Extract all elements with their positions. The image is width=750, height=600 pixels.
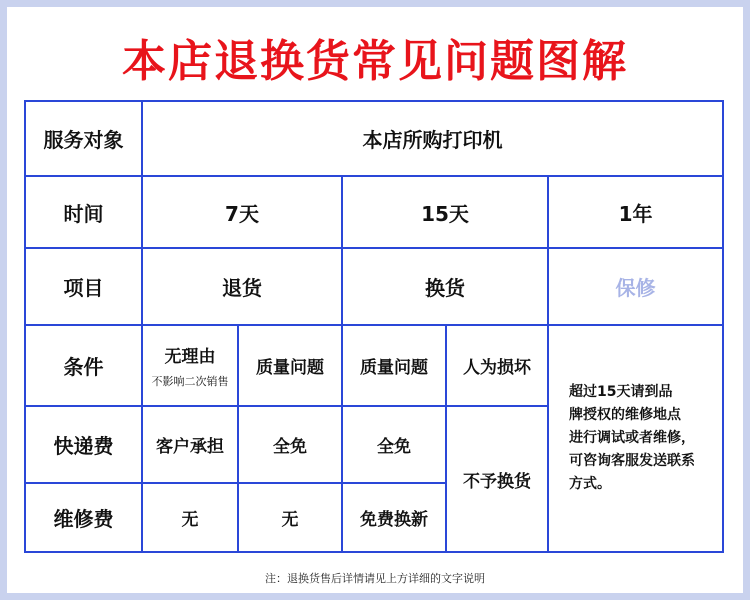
condition-no-reason-note: 不影响二次销售 — [151, 375, 229, 388]
repair-quality-return: 无 — [238, 483, 342, 552]
table-row-time — [25, 176, 723, 248]
row-label-item: 项目 — [25, 248, 142, 325]
row-label-time: 时间 — [25, 176, 142, 248]
item-exchange: 换货 — [342, 248, 548, 325]
time-return: 7天 — [142, 176, 342, 248]
table-row-item — [25, 248, 723, 325]
condition-quality-return: 质量问题 — [238, 325, 342, 406]
no-exchange-cell: 不予换货 — [446, 406, 548, 552]
service-target-value: 本店所购打印机 — [142, 101, 723, 176]
table-row-condition — [25, 325, 723, 406]
repair-quality-exchange: 免费换新 — [342, 483, 446, 552]
footnote: 注：退换货售后详情请见上方详细的文字说明 — [265, 572, 485, 585]
time-warranty: 1年 — [548, 176, 723, 248]
row-label-condition: 条件 — [25, 325, 142, 406]
return-policy-table — [24, 100, 724, 553]
time-exchange: 15天 — [342, 176, 548, 248]
item-return: 退货 — [142, 248, 342, 325]
condition-no-reason-label: 无理由 — [164, 347, 216, 367]
row-label-repair: 维修费 — [25, 483, 142, 552]
warranty-note-line: 超过15天请到品 — [569, 384, 673, 400]
repair-no-reason: 无 — [142, 483, 238, 552]
infographic-card — [7, 7, 743, 593]
warranty-note-line: 方式。 — [569, 476, 611, 492]
warranty-note-line: 进行调试或者维修， — [569, 430, 695, 446]
condition-no-reason — [142, 325, 238, 406]
shipping-quality-return: 全免 — [238, 406, 342, 483]
item-warranty: 保修 — [548, 248, 723, 325]
row-label-service: 服务对象 — [25, 101, 142, 176]
page-title: 本店退换货常见问题图解 — [122, 36, 628, 87]
warranty-note-line: 可咨询客服发送联系 — [569, 453, 695, 469]
condition-quality-exchange: 质量问题 — [342, 325, 446, 406]
shipping-quality-exchange: 全免 — [342, 406, 446, 483]
warranty-note-line: 牌授权的维修地点 — [569, 407, 681, 423]
shipping-no-reason: 客户承担 — [142, 406, 238, 483]
condition-human-damage: 人为损坏 — [446, 325, 548, 406]
warranty-note — [548, 325, 723, 552]
row-label-shipping: 快递费 — [25, 406, 142, 483]
table-row-service — [25, 101, 723, 176]
